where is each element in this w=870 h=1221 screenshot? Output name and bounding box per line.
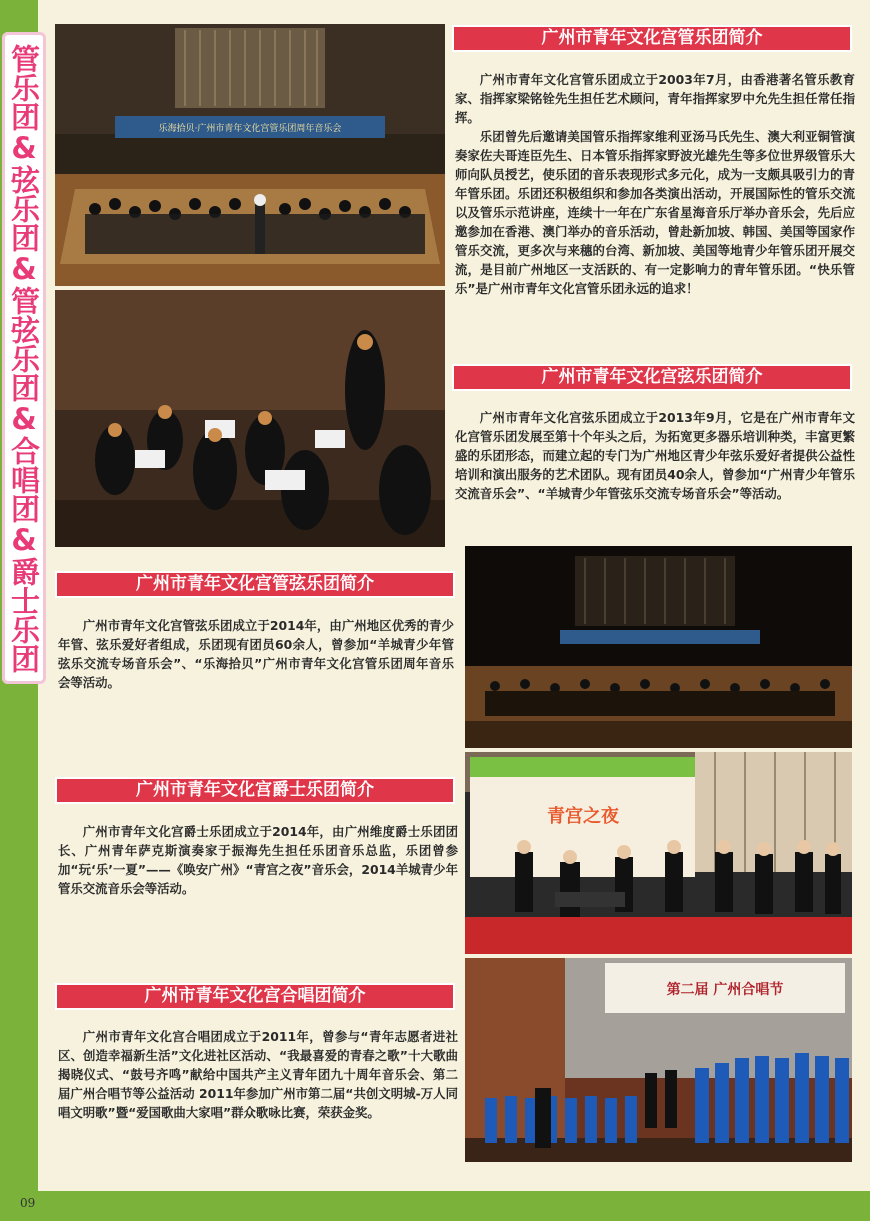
jazz-band-paragraph: 广州市青年文化宫爵士乐团成立于2014年，由广州维度爵士乐团团长、广州青年萨克斯演奏家于振海先生担任乐团音乐总监，乐团曾参加“玩‘乐’一夏”——《唤安广州》“青宫之夜”音乐会，2014羊城青少年管乐交流音乐会等活动。 — [58, 824, 458, 896]
string-orchestra-paragraph: 广州市青年文化宫弦乐团成立于2013年9月，它是在广州市青年文化宫管乐团发展至第十个年头之后，为拓宽更多器乐培训种类，丰富更繁盛的乐团形态，而建立起的专门为广州地区青少年弦乐爱好者提供公益性培训和演出服务的艺术团队。现有团员40余人，曾参加“广州青少年管乐交流音乐会”、“羊城青少年管弦乐交流专场音乐会”等活动。 — [455, 410, 855, 501]
full-orchestra-photo — [465, 546, 852, 748]
orchestra-title: 广州市青年文化宫管弦乐团简介 — [136, 574, 374, 594]
photo5-banner-text: 第二届 广州合唱节 — [666, 982, 784, 998]
jazz-band-text — [58, 822, 458, 898]
orchestra-banner — [55, 571, 455, 598]
choir-text — [58, 1027, 458, 1122]
orchestra-paragraph: 广州市青年文化宫管弦乐团成立于2014年，由广州地区优秀的青少年管、弦乐爱好者组成，乐团现有团员60余人，曾参加“羊城青少年管弦乐交流专场音乐会”、“乐海拾贝”广州市青年文化宫管乐团周年音乐会等活动。 — [58, 618, 454, 690]
wind-band-photo — [55, 24, 445, 286]
string-orchestra-banner — [452, 364, 852, 391]
string-orchestra-title: 广州市青年文化宫弦乐团简介 — [541, 367, 763, 387]
vertical-title: 管乐团&弦乐团&管弦乐团&合唱团&爵士乐团 — [7, 43, 41, 673]
choir-paragraph: 广州市青年文化宫合唱团成立于2011年，曾参与“青年志愿者进社区、创造幸福新生活”文化进社区活动、“我最喜爱的青春之歌”十大歌曲揭晓仪式、“鼓号齐鸣”献给中国共产主义青年团九十周年音乐会、第二届广州合唱节等公益活动 2011年参加广州市第二届“共创文明城-万人同唱文明歌”暨“爱国歌曲大家唱”群众歌咏比赛，荣获金奖。 — [58, 1029, 458, 1120]
string-orchestra-text — [455, 408, 855, 503]
wind-band-title: 广州市青年文化宫管乐团简介 — [541, 28, 763, 48]
page-number: 09 — [20, 1196, 36, 1210]
vertical-title-box — [2, 32, 46, 684]
string-orchestra-photo — [55, 290, 445, 547]
wind-band-paragraph-1: 广州市青年文化宫管乐团成立于2003年7月，由香港著名管乐教育家、指挥家梁铭铨先生担任艺术顾问，青年指挥家罗中允先生担任常任指挥。 — [455, 72, 855, 125]
choir-title: 广州市青年文化宫合唱团简介 — [144, 986, 366, 1006]
jazz-band-title: 广州市青年文化宫爵士乐团简介 — [136, 780, 374, 800]
orchestra-text — [58, 616, 454, 692]
bottom-green-bar — [0, 1191, 870, 1221]
choir-banner — [55, 983, 455, 1010]
wind-band-paragraph-2: 乐团曾先后邀请美国管乐指挥家维利亚汤马氏先生、澳大利亚铜管演奏家佐夫哥连臣先生、日本管乐指挥家野波光雄先生等多位世界级管乐大师向队员授艺，使乐团的音乐表现形式多元化，成为一支颇具吸引力的青年管乐团。乐团还积极组织和参加各类演出活动，开展国际性的管乐交流以及管乐示范讲座，连续十一年在广东省星海音乐厅举办音乐会，先后应邀参加在香港、澳门举办的音乐活动，曾赴新加坡、韩国、美国等国家作管乐交流，更多次与来穗的台湾、新加坡、美国等地青少年管乐团开展交流，是目前广州地区一支活跃的、有一定影响力的青年管乐团。“快乐管乐”是广州市青年文化宫管乐团永远的追求！ — [455, 129, 855, 296]
jazz-band-banner — [55, 777, 455, 804]
wind-band-banner — [452, 25, 852, 52]
choir-photo — [465, 958, 852, 1162]
photo1-banner-text: 乐海拾贝·广州市青年文化宫管乐团周年音乐会 — [158, 124, 342, 134]
photo4-banner-text: 青宫之夜 — [547, 806, 619, 827]
wind-band-text — [455, 70, 855, 298]
jazz-band-photo — [465, 752, 852, 954]
